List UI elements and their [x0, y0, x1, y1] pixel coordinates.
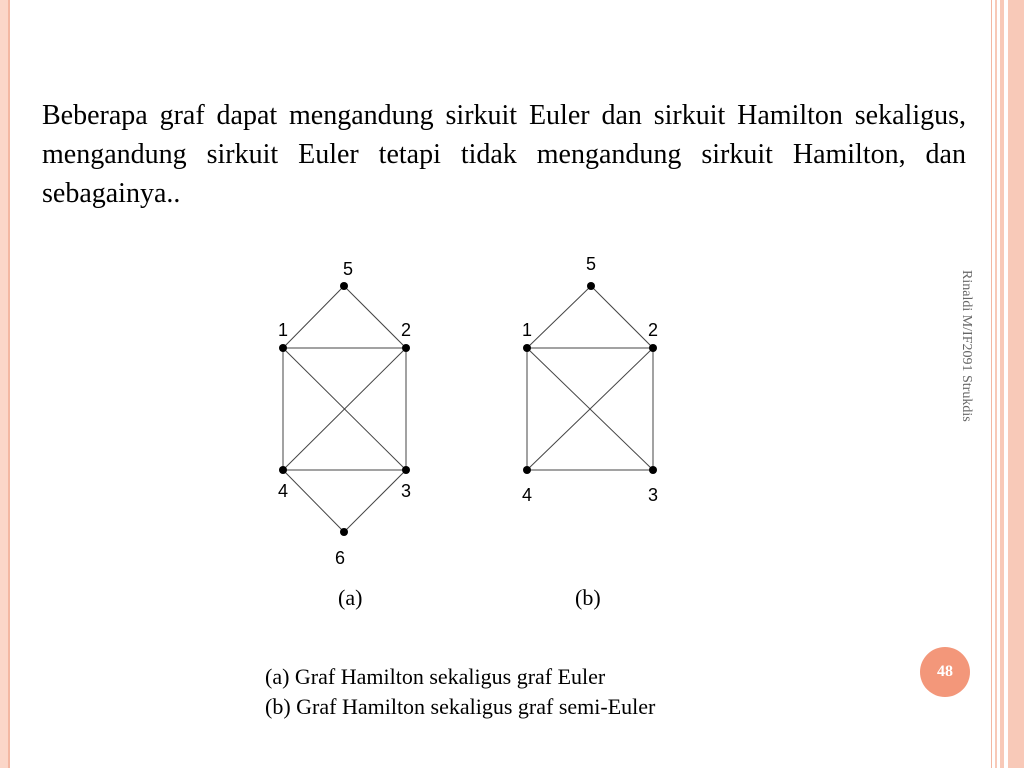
graph-b-caption: (b) [575, 585, 601, 610]
graph-a-vertex-label-1: 1 [277, 320, 289, 340]
graph-b-vertex-4 [523, 466, 531, 474]
graph-a-edge-4-6 [283, 470, 344, 532]
graph-a-edge-2-5 [344, 286, 406, 348]
graph-b-vertex-label-3: 3 [647, 485, 659, 505]
graph-a-vertex-2 [402, 344, 410, 352]
graph-a-vertex-3 [402, 466, 410, 474]
graph-b [522, 254, 658, 505]
graph-b-edge-2-5 [591, 286, 653, 348]
sidebar-author-course: Rinaldi M/IF2091 Strukdis [959, 270, 974, 422]
graph-a-vertex-4 [279, 466, 287, 474]
graph-b-edge-1-5 [527, 286, 591, 348]
graph-b-vertex-label-1: 1 [521, 320, 533, 340]
graph-b-vertex-3 [649, 466, 657, 474]
page-number: 48 [937, 663, 953, 680]
graph-b-vertex-label-2: 2 [647, 320, 659, 340]
graph-a-vertex-label-2: 2 [400, 320, 412, 340]
page-number-badge [920, 647, 970, 697]
legend-line-b: (b) Graf Hamilton sekaligus graf semi-Euler [265, 694, 656, 719]
slide-paragraph: Beberapa graf dapat mengandung sirkuit Euler dan sirkuit Hamilton sekaligus, mengandung sirkuit Euler tetapi tidak mengandung sirkuit Hamilton, dan sebagainya.. [42, 100, 966, 209]
graph-a-vertex-5 [340, 282, 348, 290]
graph-b-vertex-1 [523, 344, 531, 352]
graph-a-edge-1-5 [283, 286, 344, 348]
graph-a-vertex-6 [340, 528, 348, 536]
graph-a-vertex-label-5: 5 [342, 259, 354, 279]
graph-a [278, 259, 411, 568]
graph-a-vertex-1 [279, 344, 287, 352]
graph-b-vertex-label-4: 4 [521, 485, 533, 505]
graph-a-vertex-label-3: 3 [400, 481, 412, 501]
graph-a-vertex-label-4: 4 [277, 481, 289, 501]
graph-b-vertex-label-5: 5 [585, 254, 597, 274]
legend [265, 662, 655, 722]
graph-a-caption: (a) [338, 585, 363, 610]
graph-a-edge-3-6 [344, 470, 406, 532]
graph-a-vertex-label-6: 6 [334, 548, 346, 568]
graph-b-vertex-2 [649, 344, 657, 352]
legend-line-a: (a) Graf Hamilton sekaligus graf Euler [265, 664, 606, 689]
graph-b-vertex-5 [587, 282, 595, 290]
